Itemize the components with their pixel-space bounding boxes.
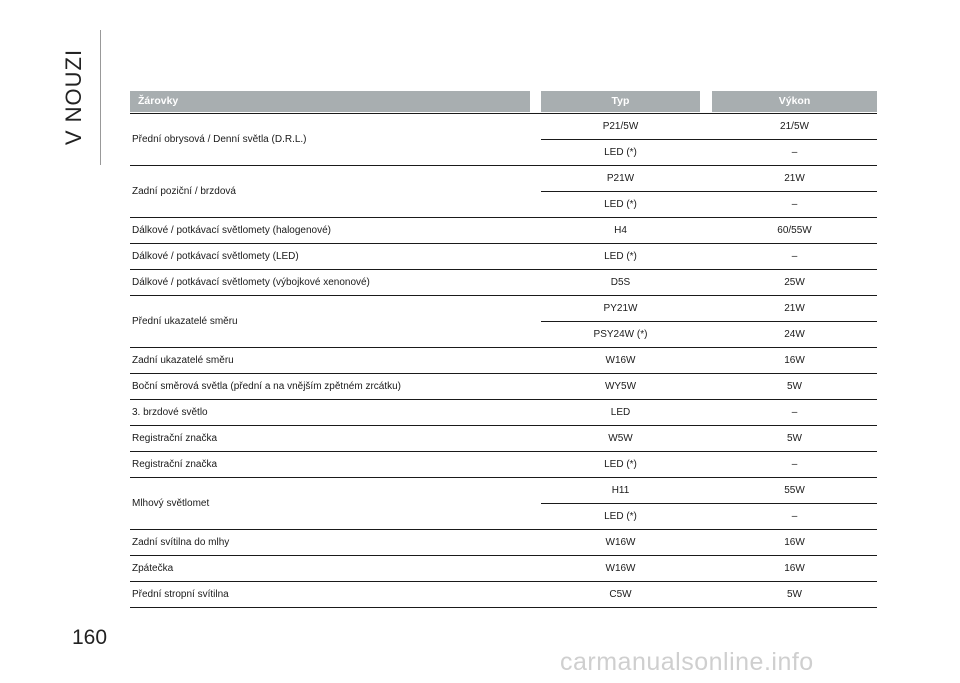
bulb-power: – (791, 407, 798, 418)
bulb-type: C5W (609, 589, 632, 600)
bulb-entry (541, 400, 877, 426)
bulb-label: Registrační značka (132, 459, 218, 470)
table-row (130, 452, 877, 478)
page-number: 160 (72, 626, 108, 649)
bulb-type: W16W (605, 355, 636, 366)
table-row (130, 218, 877, 244)
bulb-entry (541, 530, 877, 556)
table-row (130, 166, 877, 218)
bulb-type: LED (*) (604, 459, 637, 470)
bulb-entry (541, 114, 877, 140)
bulb-entry (541, 348, 877, 374)
table-row (130, 400, 877, 426)
bulb-power: – (791, 199, 798, 210)
bulb-entry (541, 192, 877, 218)
watermark: carmanualsonline.info (560, 648, 814, 676)
bulb-entry (541, 582, 877, 608)
table-row (130, 296, 877, 348)
bulb-type: P21W (606, 173, 635, 184)
bulb-entry (541, 478, 877, 504)
section-divider (100, 30, 101, 165)
bulb-type: PY21W (603, 303, 638, 314)
bulb-label: Dálkové / potkávací světlomety (halogenové) (132, 225, 331, 236)
bulb-power: 16W (784, 355, 805, 366)
bulb-entry (541, 504, 877, 530)
bulb-entry (541, 452, 877, 478)
table-row (130, 244, 877, 270)
header-type: Typ (541, 91, 700, 112)
bulb-type: W16W (605, 563, 636, 574)
bulb-table (130, 91, 877, 608)
bulb-label: Dálkové / potkávací světlomety (výbojkové xenonové) (132, 277, 370, 288)
bulb-label: Přední stropní svítilna (132, 589, 229, 600)
bulb-entry (541, 244, 877, 270)
bulb-label: Zadní poziční / brzdová (132, 186, 236, 197)
table-row (130, 582, 877, 608)
bulb-power: 16W (784, 537, 805, 548)
table-row (130, 374, 877, 400)
bulb-power: 24W (784, 329, 805, 340)
table-row (130, 478, 877, 530)
sub-row-rule (541, 191, 877, 192)
bulb-entry (541, 166, 877, 192)
bulb-power: 21/5W (780, 121, 809, 132)
bulb-label: 3. brzdové světlo (132, 407, 208, 418)
bulb-type: LED (*) (604, 251, 637, 262)
table-row (130, 270, 877, 296)
sub-row-rule (541, 321, 877, 322)
bulb-power: – (791, 459, 798, 470)
bulb-power: 5W (787, 589, 802, 600)
bulb-power: 16W (784, 563, 805, 574)
bulb-type: WY5W (604, 381, 637, 392)
bulb-label: Registrační značka (132, 433, 218, 444)
bulb-entry (541, 426, 877, 452)
bulb-label: Zpátečka (132, 563, 174, 574)
bulb-power: 21W (784, 303, 805, 314)
bulb-label: Mlhový světlomet (132, 498, 210, 509)
bulb-type: W16W (605, 537, 636, 548)
bulb-entry (541, 322, 877, 348)
bulb-type: PSY24W (*) (593, 329, 648, 340)
bulb-type: D5S (610, 277, 631, 288)
bulb-type: LED (*) (604, 511, 637, 522)
table-row (130, 556, 877, 582)
bulb-power: – (791, 251, 798, 262)
bulb-entry (541, 556, 877, 582)
bulb-power: 5W (787, 433, 802, 444)
section-title: V NOUZI (61, 48, 86, 146)
bulb-label: Přední obrysová / Denní světla (D.R.L.) (132, 134, 307, 145)
bulb-power: 5W (787, 381, 802, 392)
bulb-power: 25W (784, 277, 805, 288)
bulb-entry (541, 270, 877, 296)
bulb-type: H11 (611, 485, 630, 496)
bulb-label: Boční směrová světla (přední a na vnějším zpětném zrcátku) (132, 381, 402, 392)
bulb-entry (541, 140, 877, 166)
bulb-type: P21/5W (602, 121, 639, 132)
bulb-type: LED (*) (604, 199, 637, 210)
bulb-entry (541, 374, 877, 400)
bulb-power: – (791, 511, 798, 522)
sub-row-rule (541, 139, 877, 140)
bulb-type: H4 (614, 225, 627, 236)
sub-row-rule (541, 503, 877, 504)
bulb-type: LED (*) (604, 147, 637, 158)
table-row (130, 348, 877, 374)
bulb-label: Dálkové / potkávací světlomety (LED) (132, 251, 299, 262)
header-power: Výkon (712, 91, 877, 112)
table-row (130, 530, 877, 556)
table-header (130, 91, 877, 112)
table-row (130, 114, 877, 166)
table-body (130, 114, 877, 608)
bulb-power: – (791, 147, 798, 158)
bulb-power: 55W (784, 485, 805, 496)
bulb-entry (541, 218, 877, 244)
bulb-label: Zadní svítilna do mlhy (132, 537, 230, 548)
bulb-power: 21W (784, 173, 805, 184)
bulb-type: LED (610, 407, 631, 418)
bulb-entry (541, 296, 877, 322)
bulb-power: 60/55W (777, 225, 812, 236)
bulb-type: W5W (608, 433, 633, 444)
bulb-label: Zadní ukazatelé směru (132, 355, 234, 366)
header-bulb: Žárovky (130, 91, 530, 112)
table-row (130, 426, 877, 452)
bulb-label: Přední ukazatelé směru (132, 316, 238, 327)
